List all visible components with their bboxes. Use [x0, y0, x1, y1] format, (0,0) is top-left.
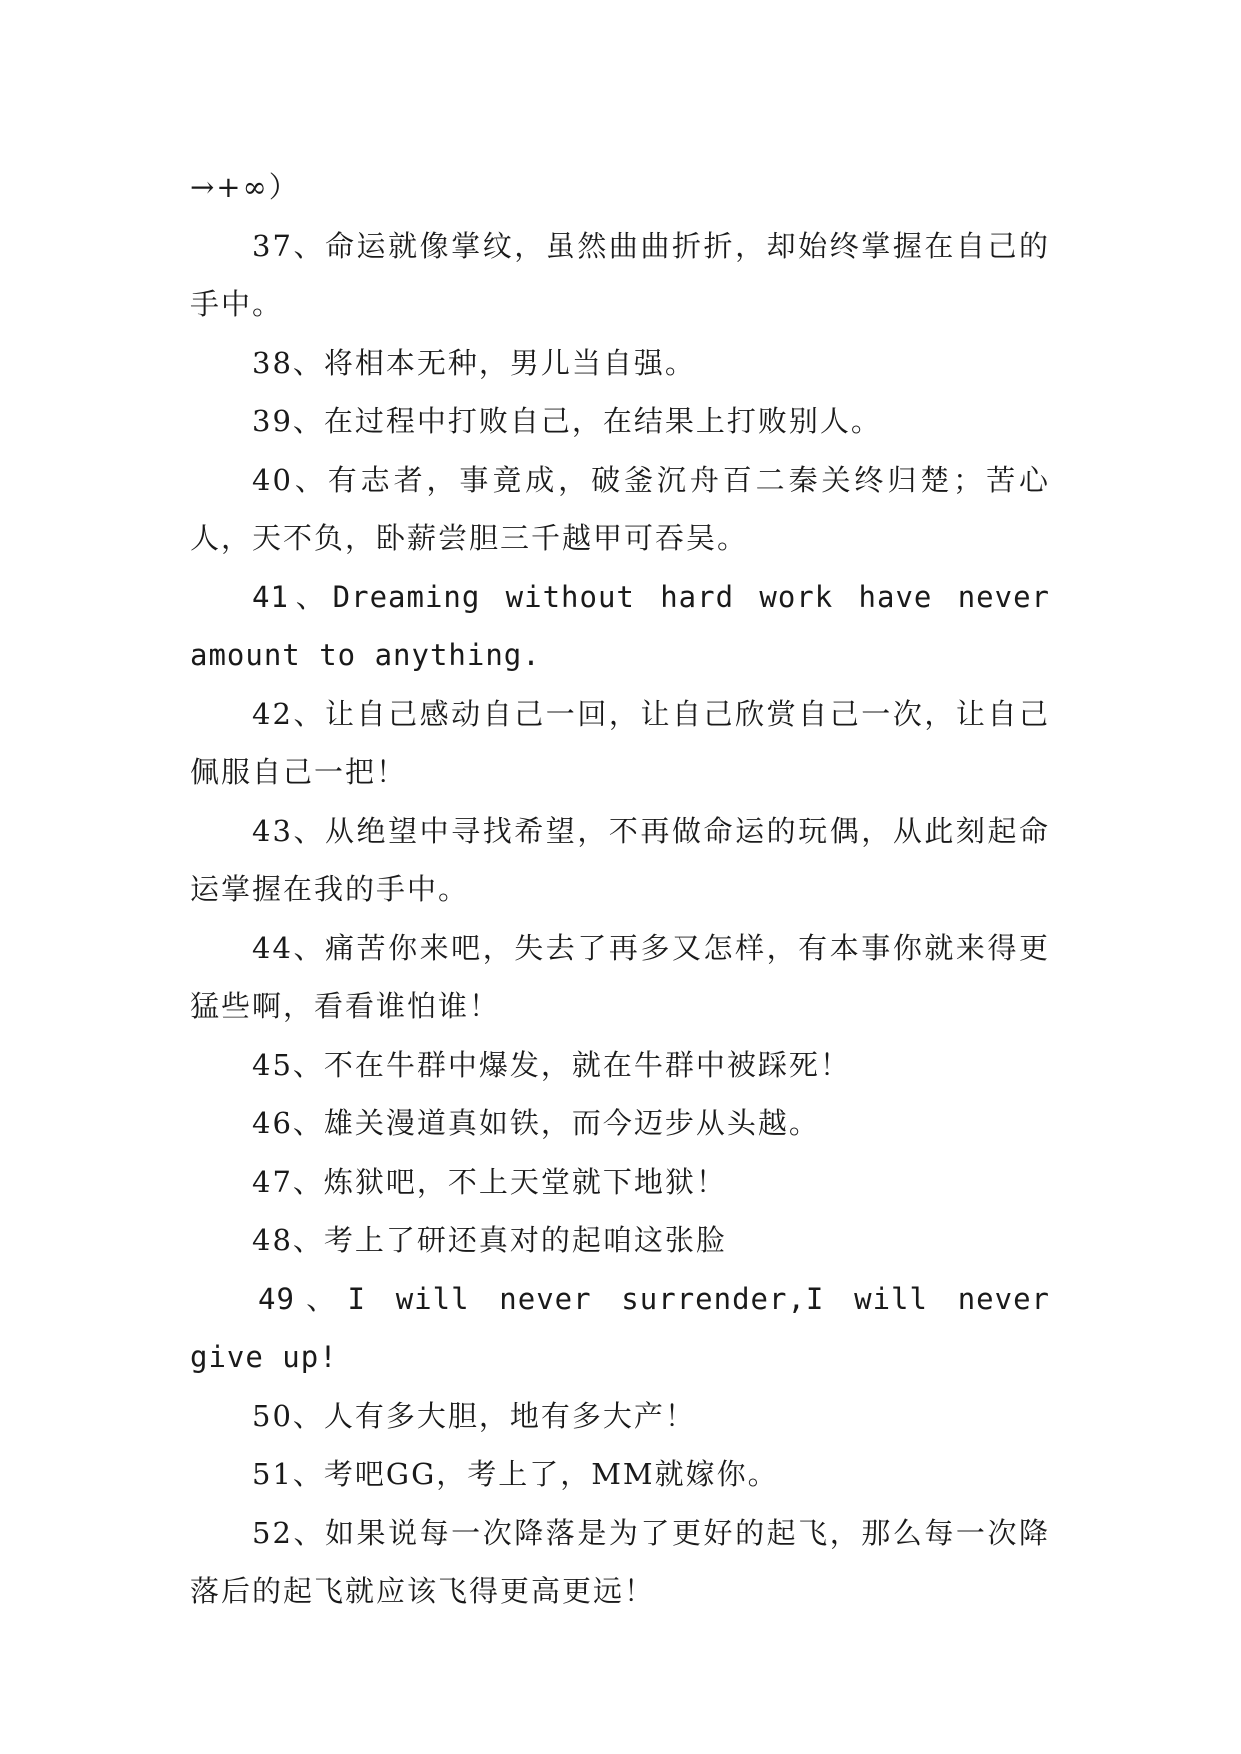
paragraph-42: 42、让自己感动自己一回，让自己欣赏自己一次，让自己佩服自己一把！: [190, 696, 1050, 789]
document-body: [190, 158, 1050, 1621]
paragraph-45: 45、不在牛群中爆发，就在牛群中被踩死！: [252, 1047, 851, 1082]
paragraph-36-continuation: →+∞）: [190, 170, 300, 204]
paragraph-38: 38、将相本无种，男儿当自强。: [252, 345, 696, 380]
paragraph-43: 43、从绝望中寻找希望，不再做命运的玩偶，从此刻起命运掌握在我的手中。: [190, 813, 1050, 906]
paragraph-46: 46、雄关漫道真如铁，而今迈步从头越。: [252, 1106, 820, 1140]
paragraph-39: 39、在过程中打败自己，在结果上打败别人。: [252, 404, 882, 438]
paragraph-52: 52、如果说每一次降落是为了更好的起飞，那么每一次降落后的起飞就应该飞得更高更远！: [190, 1515, 1050, 1608]
paragraph-37: 37、命运就像掌纹，虽然曲曲折折，却始终掌握在自己的手中。: [190, 228, 1050, 321]
paragraph-47: 47、炼狱吧，不上天堂就下地狱！: [252, 1164, 727, 1199]
paragraph-49: 49、I will never surrender,I will never give up!: [190, 1281, 1050, 1374]
paragraph-50: 50、人有多大胆，地有多大产！: [252, 1398, 696, 1433]
paragraph-51: 51、考吧GG，考上了，MM就嫁你。: [252, 1457, 779, 1491]
paragraph-48: 48、考上了研还真对的起咱这张脸: [252, 1223, 727, 1257]
paragraph-40: 40、有志者，事竟成，破釜沉舟百二秦关终归楚；苦心人，天不负，卧薪尝胆三千越甲可吞吴。: [190, 462, 1050, 555]
paragraph-41: 41、Dreaming without hard work have never amount to anything.: [190, 579, 1050, 672]
paragraph-44: 44、痛苦你来吧，失去了再多又怎样，有本事你就来得更猛些啊，看看谁怕谁！: [190, 930, 1050, 1023]
